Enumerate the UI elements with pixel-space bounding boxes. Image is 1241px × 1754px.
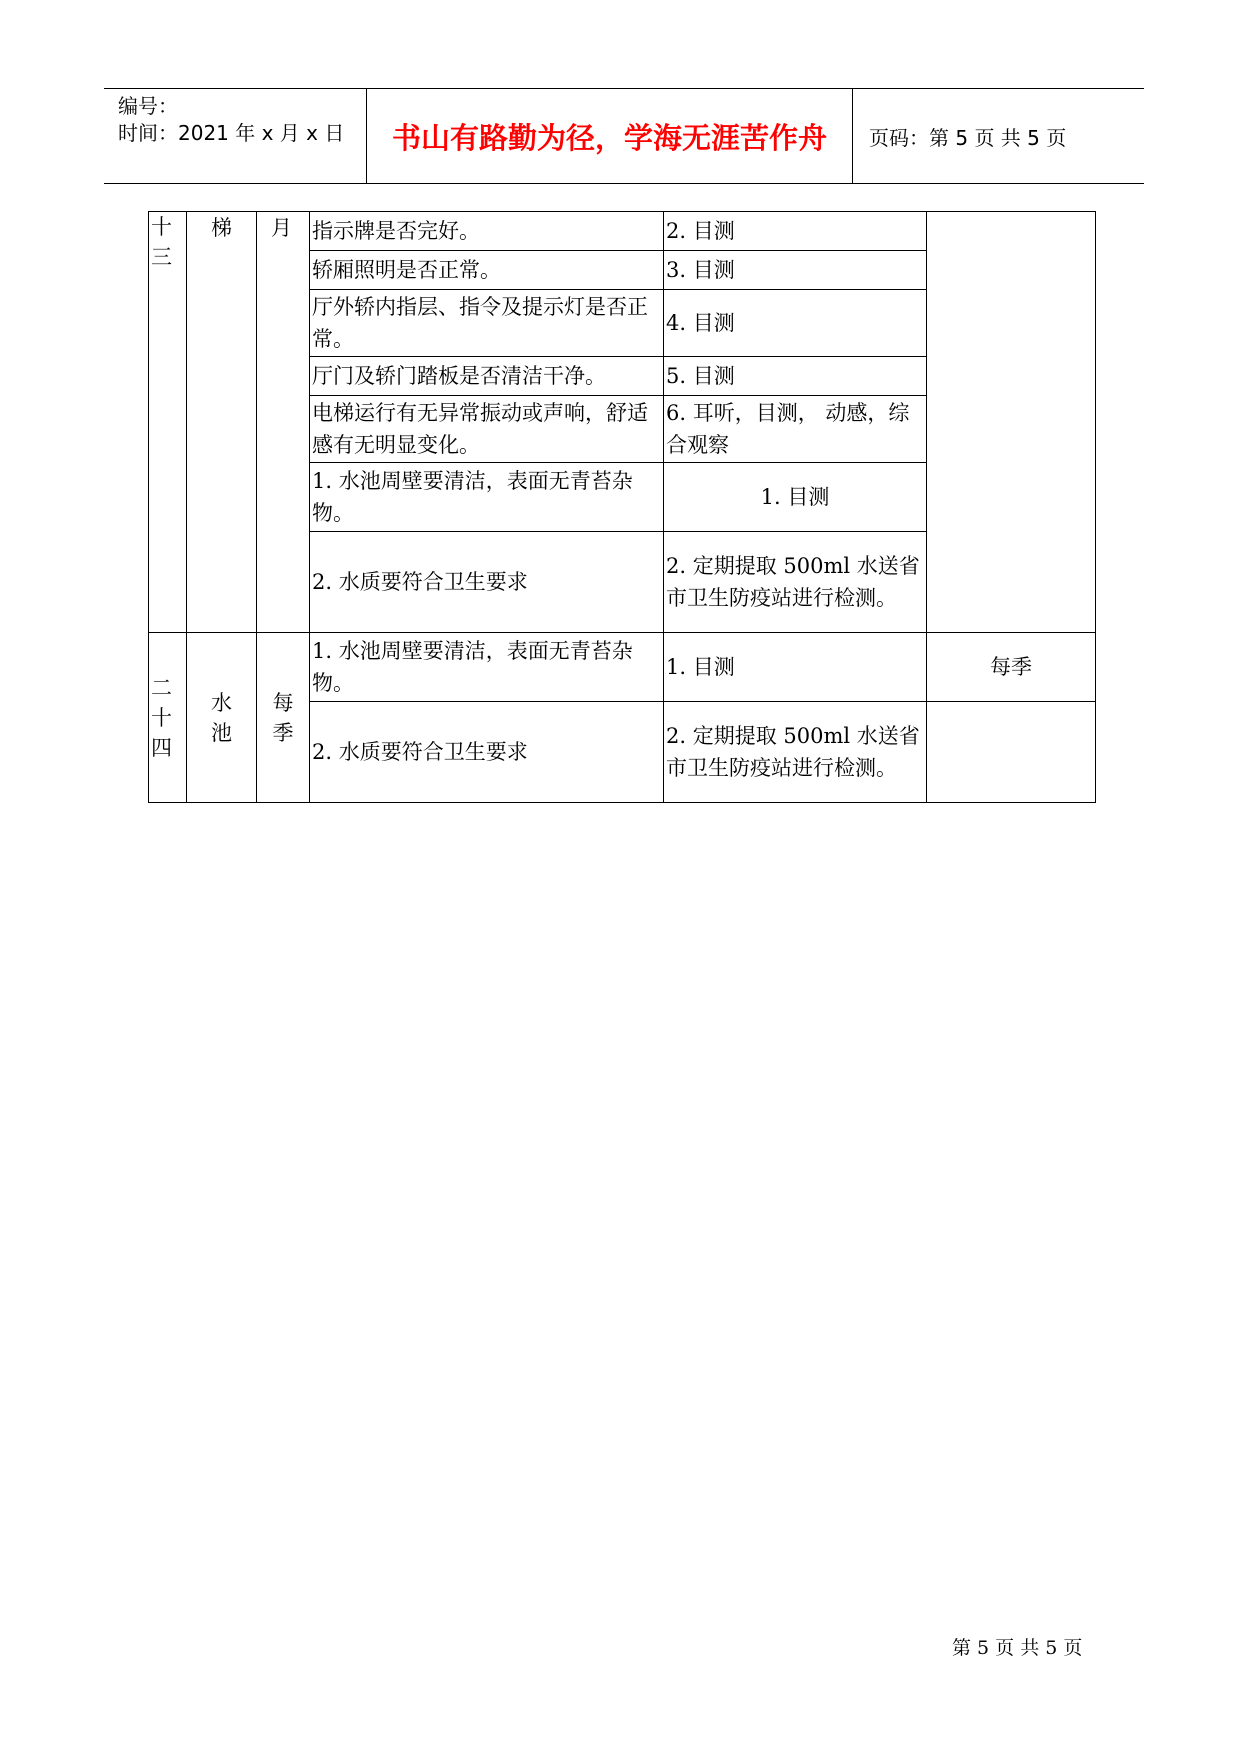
item-cell: 厅外轿内指层、指令及提示灯是否正常。	[310, 290, 664, 357]
page-header	[104, 88, 1144, 184]
section-category-cell	[187, 633, 257, 803]
item-cell: 2. 水质要符合卫生要求	[310, 532, 664, 633]
header-motto: 书山有路勤为径，学海无涯苦作舟	[367, 89, 853, 183]
section-frequency-cell	[257, 633, 310, 803]
section-category-cell	[187, 212, 257, 633]
section-category: 梯	[211, 216, 232, 240]
section-frequency: 月	[271, 216, 292, 240]
method-cell: 5. 目测	[664, 357, 927, 396]
table-row	[149, 633, 1096, 702]
remark-cell	[927, 212, 1096, 633]
serial-label: 编号：	[118, 94, 178, 118]
section-index: 十三	[151, 215, 172, 269]
section-frequency-cell	[257, 212, 310, 633]
method-cell: 2. 定期提取 500ml 水送省市卫生防疫站进行检测。	[664, 702, 927, 803]
date-label: 时间：2021 年 x 月 x 日	[118, 121, 345, 145]
item-cell: 1. 水池周壁要清洁，表面无青苔杂物。	[310, 463, 664, 532]
method-cell: 1. 目测	[664, 463, 927, 532]
item-cell: 指示牌是否完好。	[310, 212, 664, 251]
remark-cell: 每季	[927, 633, 1096, 702]
item-cell: 轿厢照明是否正常。	[310, 251, 664, 290]
method-cell: 2. 定期提取 500ml 水送省市卫生防疫站进行检测。	[664, 532, 927, 633]
item-cell: 1. 水池周壁要清洁，表面无青苔杂物。	[310, 633, 664, 702]
header-page-number: 页码：第 5 页 共 5 页	[869, 125, 1067, 150]
item-cell: 2. 水质要符合卫生要求	[310, 702, 664, 803]
remark-cell	[927, 702, 1096, 803]
method-cell: 4. 目测	[664, 290, 927, 357]
section-index: 二十四	[151, 675, 172, 760]
method-cell: 3. 目测	[664, 251, 927, 290]
item-cell: 厅门及轿门踏板是否清洁干净。	[310, 357, 664, 396]
method-cell: 1. 目测	[664, 633, 927, 702]
method-cell: 6. 耳听，目测， 动感，综合观察	[664, 396, 927, 463]
inspection-table	[148, 211, 1096, 803]
section-index-cell	[149, 212, 187, 633]
header-meta	[104, 89, 367, 183]
method-cell: 2. 目测	[664, 212, 927, 251]
section-frequency: 每季	[272, 690, 294, 745]
section-category: 水池	[211, 690, 232, 745]
item-cell: 电梯运行有无异常振动或声响，舒适感有无明显变化。	[310, 396, 664, 463]
section-index-cell	[149, 633, 187, 803]
table-row	[149, 212, 1096, 251]
page-footer: 第 5 页 共 5 页	[952, 1637, 1083, 1659]
